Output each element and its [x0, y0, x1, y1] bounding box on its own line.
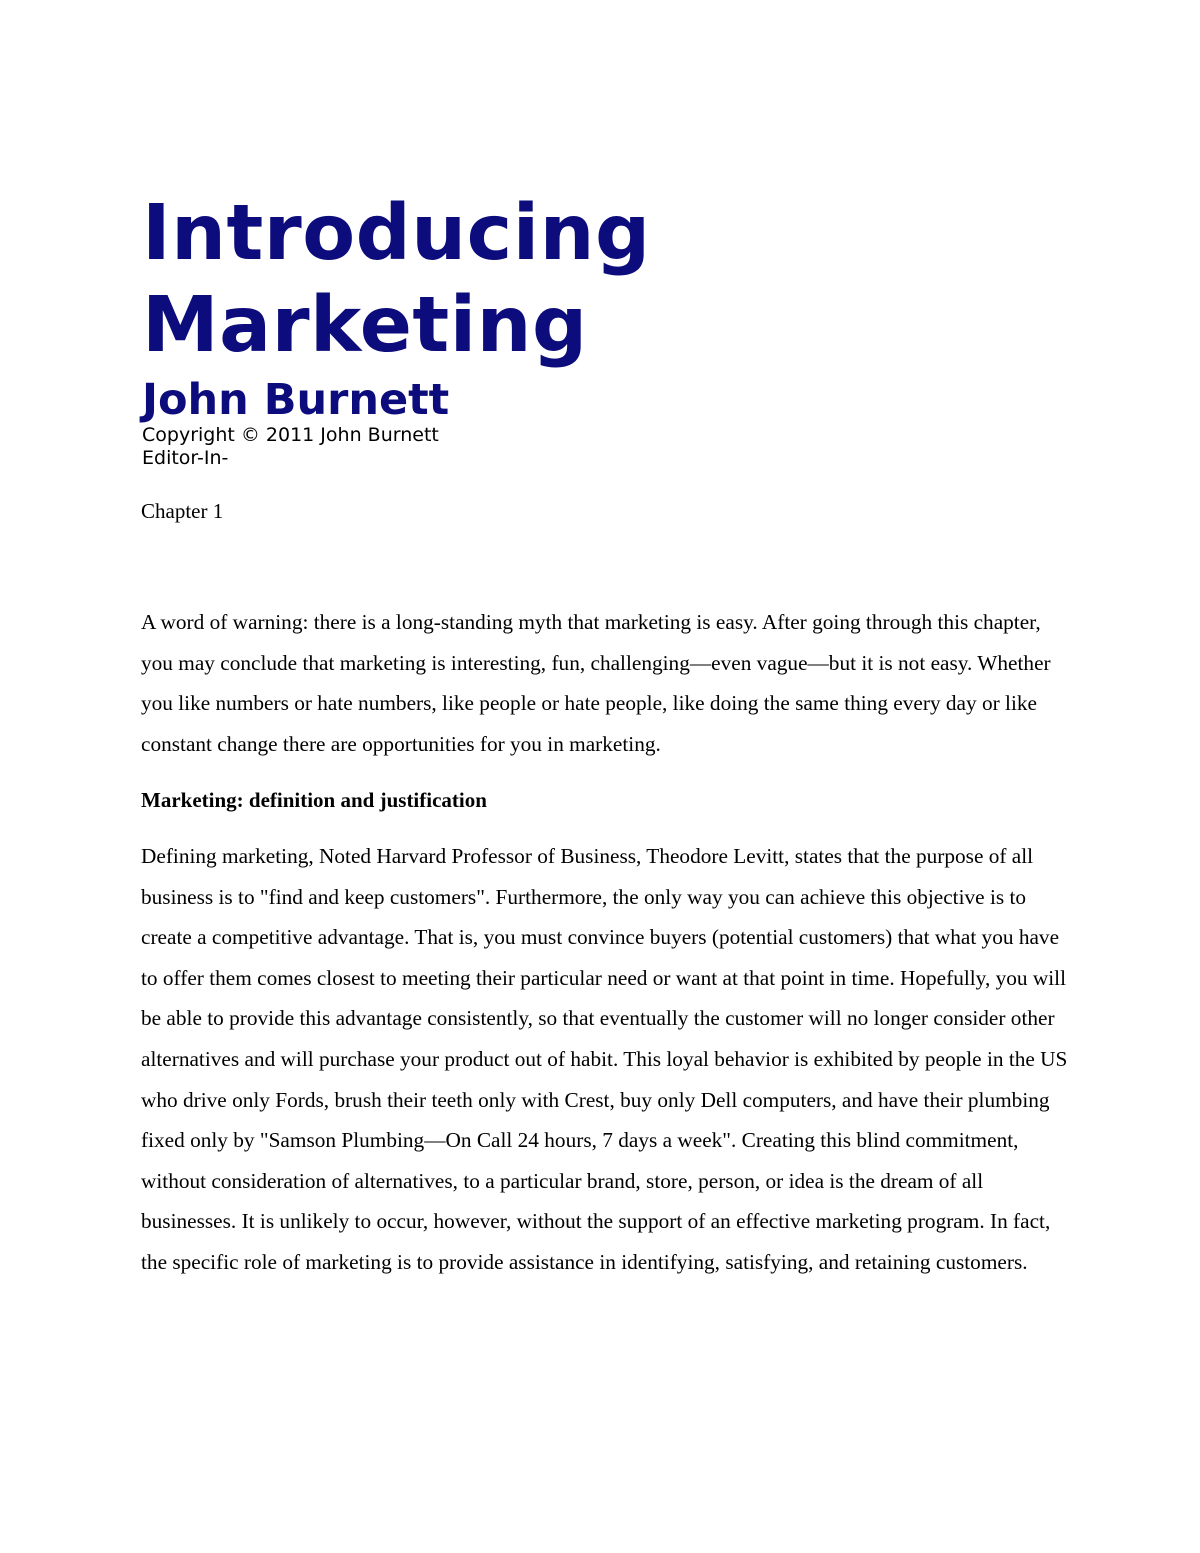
book-title — [142, 188, 842, 372]
book-title-line-2: Marketing — [142, 281, 588, 370]
book-author: John Burnett — [142, 375, 450, 425]
copyright-line: Copyright © 2011 John Burnett — [142, 424, 439, 446]
book-title-line-1: Introducing — [142, 189, 651, 278]
chapter-label: Chapter 1 — [141, 499, 224, 523]
editor-line: Editor-In- — [142, 447, 229, 469]
definition-paragraph: Defining marketing, Noted Harvard Professor of Business, Theodore Levitt, states that the purpose of all business is to "find and keep customers". Furthermore, the only way you can achieve this objective is to create a competitive advantage. That is, you must convince buyers (potential customers) that what you have to offer them comes closest to meeting their particular need or want at that point in time. Hopefully, you will be able to provide this advantage consistently, so that eventually the customer will no longer consider other alternatives and will purchase your product out of habit. This loyal behavior is exhibited by people in the US who drive only Fords, brush their teeth only with Crest, buy only Dell computers, and have their plumbing fixed only by "Samson Plumbing—On Call 24 hours, 7 days a week". Creating this blind commitment, without consideration of alternatives, to a particular brand, store, person, or idea is the dream of all businesses. It is unlikely to occur, however, without the support of an effective marketing program. In fact, the specific role of marketing is to provide assistance in identifying, satisfying, and retaining customers. — [141, 844, 1068, 1274]
definition-paragraph-block — [141, 836, 1071, 1283]
section-heading: Marketing: definition and justification — [141, 788, 487, 812]
title-block — [142, 188, 842, 470]
intro-paragraph-block — [141, 602, 1071, 764]
intro-paragraph: A word of warning: there is a long-standing myth that marketing is easy. After going through this chapter, you may conclude that marketing is interesting, fun, challenging—even vague—but it is not easy. Whether you like numbers or hate numbers, like people or hate people, like doing the same thing every day or like constant change there are opportunities for you in marketing. — [141, 610, 1051, 756]
